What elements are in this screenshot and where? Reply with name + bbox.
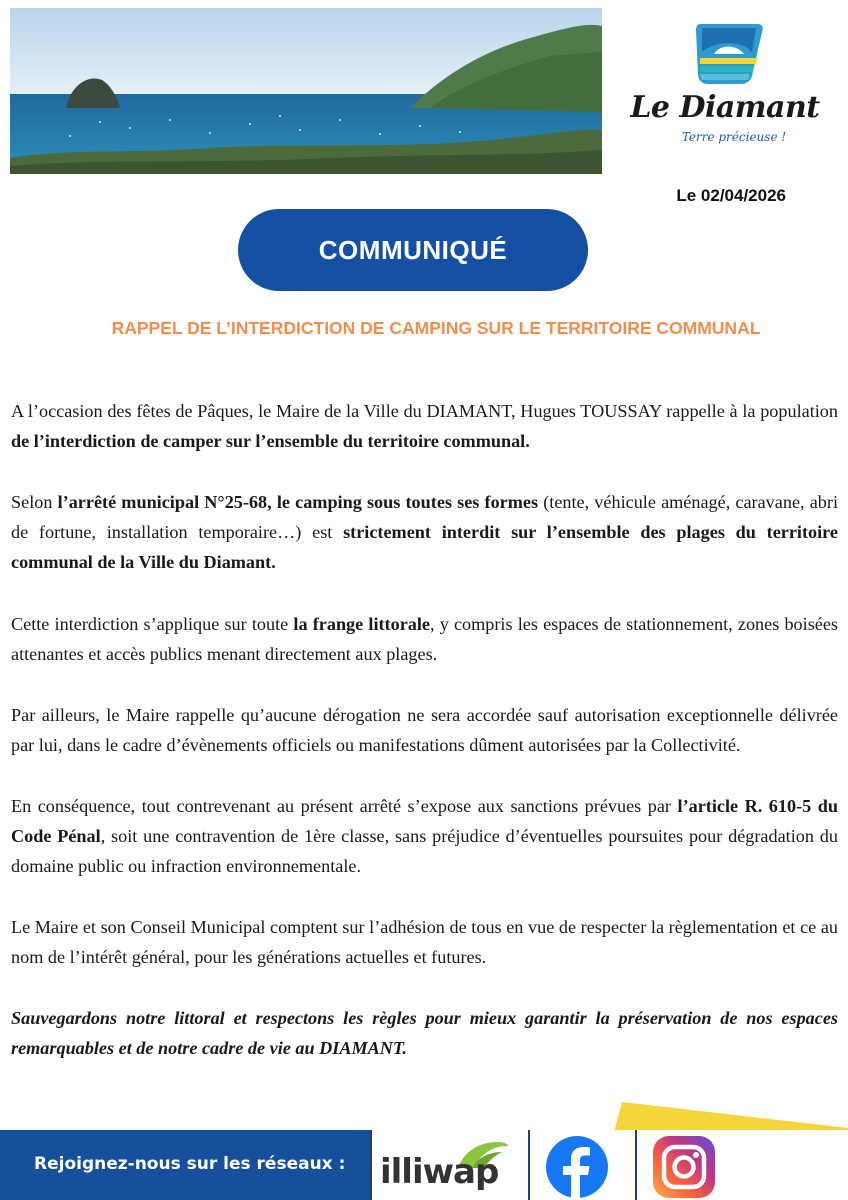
illiwap-label: illiwap (380, 1152, 499, 1192)
paragraph-5-text-c: , soit une contravention de 1ère classe, sans préjudice d’éventuelles poursuites pour dégradation du domaine public ou infraction environnementale. (11, 826, 838, 876)
footer-banner (0, 1130, 370, 1200)
title-banner (238, 209, 588, 291)
social-footer (0, 1130, 848, 1200)
facebook-icon[interactable] (545, 1135, 609, 1199)
header-photo (10, 8, 602, 174)
paragraph-5-text-a: En conséquence, tout contrevenant au présent arrêté s’expose aux sanctions prévues par (11, 796, 678, 816)
page-title: COMMUNIQUÉ (318, 234, 508, 265)
yellow-accent (614, 1102, 848, 1132)
instagram-icon[interactable] (652, 1135, 716, 1199)
arrete-reference: l’arrêté municipal N°25-68 (57, 492, 268, 512)
communique-body (11, 396, 838, 1094)
logo-tagline: Terre précieuse ! (681, 130, 787, 144)
code-penal-reference: l’article R. 610-5 du Code Pénal (11, 796, 838, 846)
join-us-text: Rejoignez-nous sur les réseaux : (34, 1154, 346, 1174)
logo-name: Le Diamant (630, 90, 820, 125)
paragraph-1-bold: de l’interdiction de camper sur l’ensemble du territoire communal. (11, 431, 530, 451)
paragraph-2-text-a: Selon (11, 492, 58, 512)
le-diamant-logo (630, 18, 820, 168)
paragraph-2-text-e: (tente, véhicule aménagé, caravane, abri de fortune, installation temporaire…) est (11, 492, 838, 542)
logo-emblem-icon (692, 18, 766, 88)
paragraph-6: Le Maire et son Conseil Municipal comptent sur l’adhésion de tous en vue de respecter la règlementation et ce au nom de l’intérêt général, pour les générations actuelles et futures. (11, 917, 838, 967)
document-date: Le 02/04/2026 (676, 186, 786, 205)
footer-divider (528, 1130, 530, 1200)
paragraph-2-sep: , (267, 492, 277, 512)
headline: RAPPEL DE L’INTERDICTION DE CAMPING SUR LE TERRITOIRE COMMUNAL (111, 318, 761, 338)
paragraph-3 (11, 609, 838, 669)
paragraph-3-text-a: Cette interdiction s’applique sur toute (11, 614, 294, 634)
paragraph-2-bold-d: le camping sous toutes ses formes (276, 492, 539, 512)
paragraph-3-text-c: , y compris les espaces de stationnement, zones boisées attenantes et accès publics menant directement aux plages. (11, 614, 838, 664)
paragraph-1-text: A l’occasion des fêtes de Pâques, le Maire de la Ville du DIAMANT, Hugues TOUSSAY rappelle à la population (11, 401, 838, 421)
paragraph-4: Par ailleurs, le Maire rappelle qu’aucune dérogation ne sera accordée sauf autorisation exceptionnelle délivrée par lui, dans le cadre d’évènements officiels ou manifestations dûment autorisées par la Collectivité. (11, 705, 838, 755)
footer-divider (635, 1130, 637, 1200)
paragraph-1 (11, 396, 838, 456)
illiwap-link[interactable] (378, 1140, 518, 1194)
paragraph-2-bold-f: strictement interdit sur l’ensemble des plages du territoire communal de la Ville du Diamant. (11, 522, 838, 572)
paragraph-2 (11, 487, 838, 577)
paragraph-5 (11, 791, 838, 881)
closing-statement: Sauvegardons notre littoral et respectons les règles pour mieux garantir la préservation de nos espaces remarquables et de notre cadre de vie au DIAMANT. (11, 1008, 838, 1058)
footer-divider (370, 1130, 372, 1200)
paragraph-3-bold: la frange littorale (293, 614, 430, 634)
